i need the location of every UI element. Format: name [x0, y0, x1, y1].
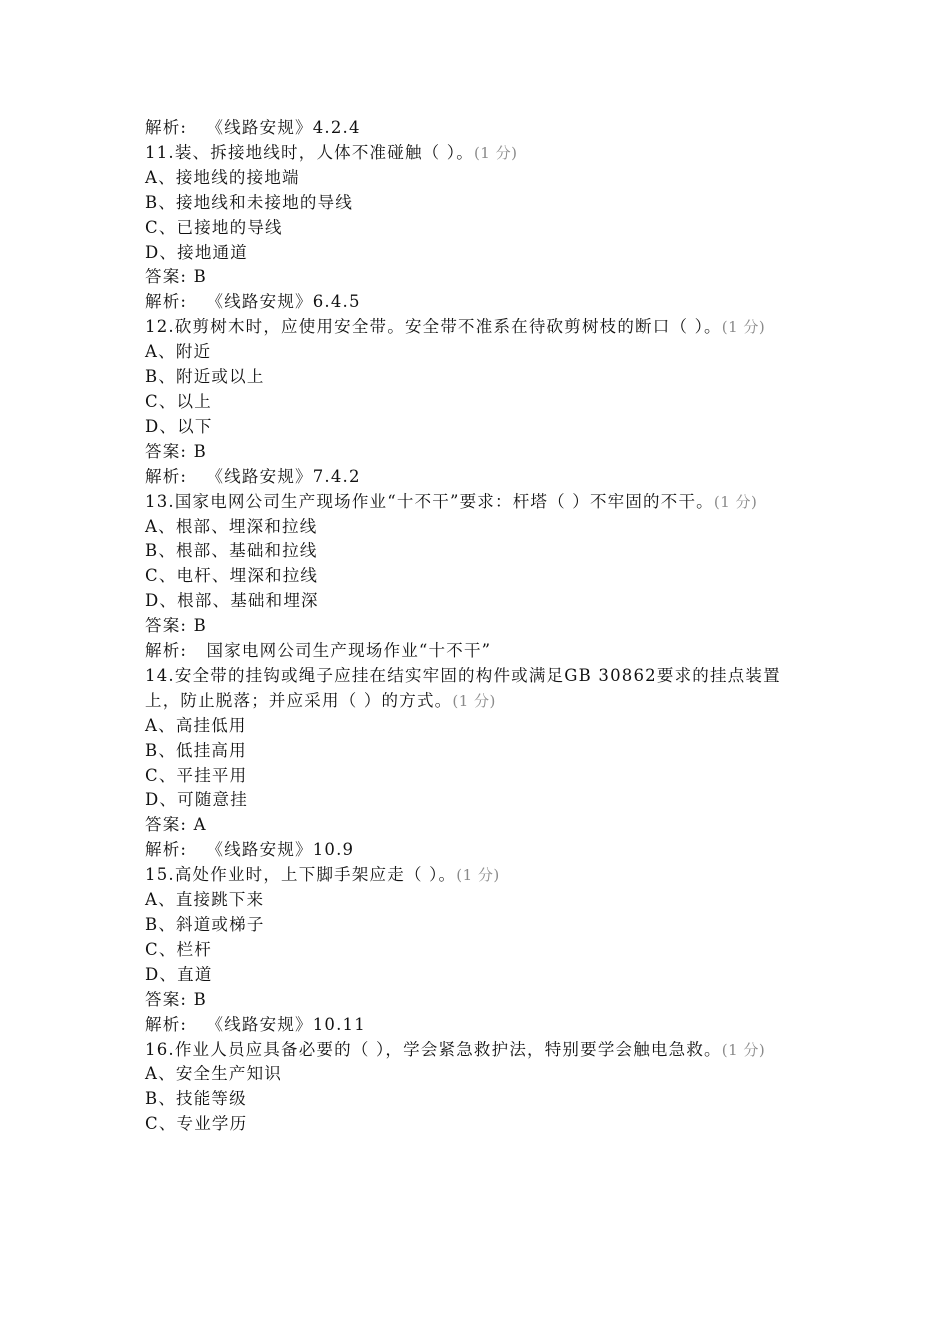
- answer-label: 答案:: [145, 989, 188, 1009]
- option-d: D、直道: [145, 964, 213, 984]
- option-c: C、栏杆: [145, 939, 212, 959]
- score-label: (1 分): [721, 1040, 766, 1059]
- analysis-line: [145, 116, 805, 141]
- analysis-label: 解析:: [145, 292, 188, 312]
- answer-line: [145, 440, 805, 465]
- score-label: (1 分): [713, 492, 758, 511]
- option-d: D、可随意挂: [145, 790, 248, 810]
- option-b: B、斜道或梯子: [145, 915, 265, 934]
- option-a: A、安全生产知识: [145, 1064, 283, 1084]
- stem-text: 15.高处作业时，上下脚手架应走（ ）。: [145, 865, 457, 885]
- answer-value: B: [193, 441, 207, 461]
- answer-line: [145, 614, 805, 639]
- answer-label: 答案:: [145, 616, 188, 636]
- stem-text: 13.国家电网公司生产现场作业“十不干”要求：杆塔（ ）不牢固的不干。: [145, 491, 714, 511]
- analysis-text: 《线路安规》10.9: [206, 840, 355, 860]
- question-stem: [145, 315, 805, 340]
- answer-value: A: [193, 815, 207, 835]
- stem-text: 14.安全带的挂钩或绳子应挂在结实牢固的构件或满足GB 30862要求的挂点装置上，防止脱落；并应采用（ ）的方式。: [145, 665, 781, 710]
- option-b: B、技能等级: [145, 1089, 247, 1109]
- question-stem: [145, 863, 805, 888]
- option-c: C、平挂平用: [145, 765, 248, 785]
- option-c: C、电杆、埋深和拉线: [145, 566, 319, 586]
- option-a: A、高挂低用: [145, 715, 247, 735]
- option-d: D、接地通道: [145, 242, 248, 262]
- option-b: B、根部、基础和拉线: [145, 541, 318, 561]
- question-list: [145, 116, 805, 1137]
- analysis-label: 解析:: [145, 1014, 188, 1034]
- question-stem: [145, 664, 805, 714]
- stem-text: 16.作业人员应具备必要的（ ），学会紧急救护法，特别要学会触电急救。: [145, 1039, 722, 1059]
- option-c: C、专业学历: [145, 1114, 248, 1134]
- option-a: A、附近: [145, 342, 212, 362]
- answer-value: B: [193, 267, 207, 287]
- option-d: D、根部、基础和埋深: [145, 591, 319, 611]
- analysis-text: 国家电网公司生产现场作业“十不干”: [206, 641, 492, 661]
- option-b: B、附近或以上: [145, 367, 265, 387]
- answer-label: 答案:: [145, 267, 188, 287]
- score-label: (1 分): [473, 143, 518, 162]
- answer-value: B: [193, 989, 207, 1009]
- answer-line: [145, 813, 805, 838]
- score-label: (1 分): [721, 318, 766, 337]
- option-c: C、已接地的导线: [145, 217, 283, 237]
- analysis-label: 解析:: [145, 840, 188, 860]
- analysis-label: 解析:: [145, 466, 188, 486]
- answer-line: [145, 988, 805, 1013]
- analysis-label: 解析:: [145, 641, 188, 661]
- option-a: A、接地线的接地端: [145, 167, 300, 187]
- analysis-line: [145, 290, 805, 315]
- stem-text: 12.砍剪树木时，应使用安全带。安全带不准系在待砍剪树枝的断口（ ）。: [145, 317, 722, 337]
- analysis-line: [145, 465, 805, 490]
- question-stem: [145, 1038, 805, 1063]
- analysis-line: [145, 1013, 805, 1038]
- answer-label: 答案:: [145, 815, 188, 835]
- answer-label: 答案:: [145, 441, 188, 461]
- question-stem: [145, 141, 805, 166]
- option-a: A、直接跳下来: [145, 890, 265, 910]
- analysis-label: 解析:: [145, 118, 188, 137]
- answer-line: [145, 265, 805, 290]
- stem-text: 11.装、拆接地线时，人体不准碰触（ ）。: [145, 142, 474, 162]
- option-a: A、根部、埋深和拉线: [145, 516, 318, 536]
- analysis-line: [145, 838, 805, 863]
- score-label: (1 分): [452, 691, 496, 710]
- option-b: B、接地线和未接地的导线: [145, 192, 354, 212]
- question-stem: [145, 490, 805, 515]
- analysis-text: 《线路安规》4.2.4: [206, 118, 361, 137]
- option-d: D、以下: [145, 416, 213, 436]
- analysis-line: [145, 639, 805, 664]
- answer-value: B: [193, 616, 207, 636]
- analysis-text: 《线路安规》10.11: [206, 1014, 366, 1034]
- score-label: (1 分): [456, 866, 500, 885]
- option-c: C、以上: [145, 391, 212, 411]
- option-b: B、低挂高用: [145, 740, 247, 760]
- analysis-text: 《线路安规》6.4.5: [206, 292, 361, 312]
- analysis-text: 《线路安规》7.4.2: [206, 466, 361, 486]
